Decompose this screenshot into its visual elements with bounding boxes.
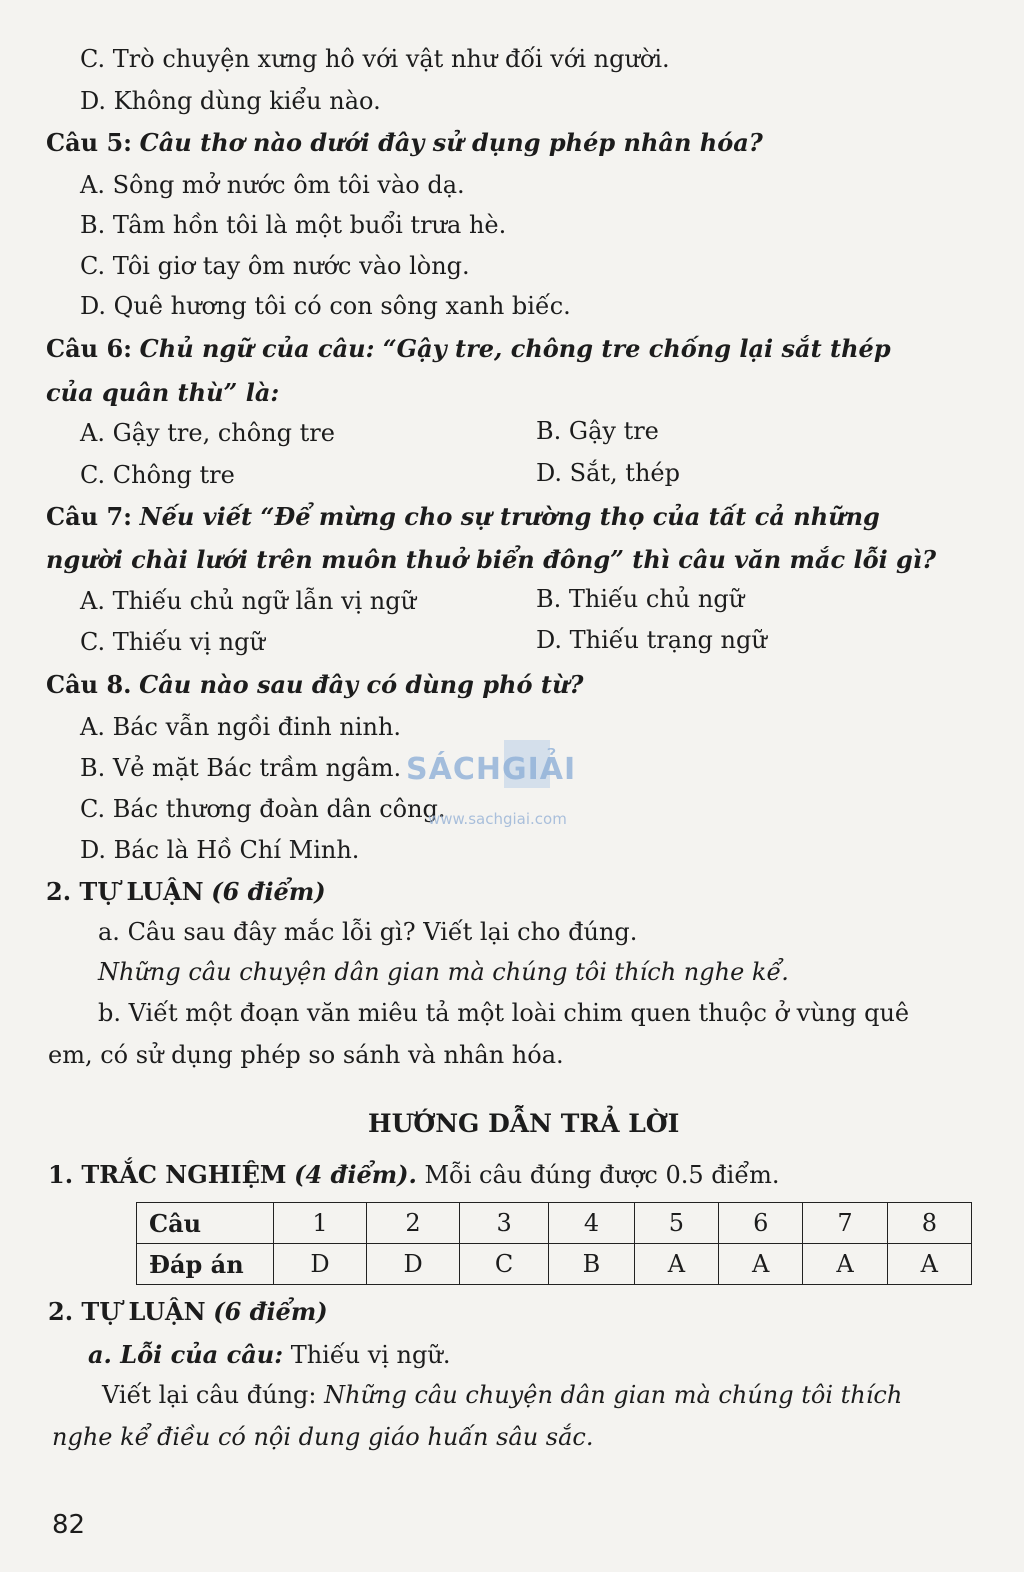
answer-table-question: 4 [549, 1203, 635, 1244]
essay-heading-points: (6 điểm) [211, 877, 326, 906]
guide-mc-points: (4 điểm). [294, 1160, 417, 1189]
guide-rewrite-line1 [102, 1380, 902, 1410]
guide-rewrite-label: Viết lại câu đúng: [102, 1381, 317, 1409]
q8-option-b: B. Vẻ mặt Bác trầm ngâm. [80, 754, 402, 782]
essay-heading [46, 877, 326, 907]
q5-option-b: B. Tâm hồn tôi là một buổi trưa hè. [80, 211, 507, 239]
answer-table-question: 5 [634, 1203, 718, 1244]
q6-option-b: B. Gậy tre [536, 417, 659, 445]
answer-table-answer: A [634, 1244, 718, 1285]
answer-table-question: 1 [274, 1203, 367, 1244]
question-8-text: Câu nào sau đây có dùng phó từ? [139, 670, 584, 699]
q8-option-a: A. Bác vẫn ngồi đinh ninh. [80, 713, 402, 741]
answer-table [136, 1202, 972, 1285]
guide-title: HƯỚNG DẪN TRẢ LỜI [368, 1109, 680, 1138]
answer-table-answer: A [719, 1244, 803, 1285]
answer-table-question: 7 [803, 1203, 887, 1244]
essay-part-a: a. Câu sau đây mắc lỗi gì? Viết lại cho đúng. [98, 918, 638, 946]
answer-table-header-question: Câu [137, 1203, 274, 1244]
guide-essay-heading-label: 2. TỰ LUẬN [48, 1297, 206, 1326]
question-7-label: Câu 7: [46, 502, 133, 531]
answer-table-question: 6 [719, 1203, 803, 1244]
guide-mc-heading [48, 1160, 779, 1190]
guide-essay-a [88, 1340, 450, 1370]
q5-option-a: A. Sông mở nước ôm tôi vào dạ. [80, 171, 465, 199]
q4-option-d: D. Không dùng kiểu nào. [80, 87, 381, 115]
question-7-text-line2: người chài lưới trên muôn thuở biển đông” thì câu văn mắc lỗi gì? [46, 545, 937, 574]
question-8 [46, 670, 583, 700]
question-7 [46, 502, 880, 532]
essay-part-a-sentence: Những câu chuyện dân gian mà chúng tôi thích nghe kể. [98, 958, 789, 986]
answer-table-answer: C [460, 1244, 549, 1285]
question-5 [46, 128, 763, 158]
q7-option-a: A. Thiếu chủ ngữ lẫn vị ngữ [80, 587, 417, 615]
q6-option-a: A. Gậy tre, chông tre [80, 419, 335, 447]
answer-table-header-answer: Đáp án [137, 1244, 274, 1285]
q7-option-c: C. Thiếu vị ngữ [80, 628, 265, 656]
essay-part-b-line2: em, có sử dụng phép so sánh và nhân hóa. [48, 1041, 564, 1069]
answer-table-question: 8 [887, 1203, 971, 1244]
q6-option-d: D. Sắt, thép [536, 459, 680, 487]
answer-table-answer: D [274, 1244, 367, 1285]
q5-option-c: C. Tôi giơ tay ôm nước vào lòng. [80, 252, 470, 280]
question-6-label: Câu 6: [46, 334, 133, 363]
watermark-url: www.sachgiai.com [428, 810, 567, 828]
watermark [400, 740, 660, 840]
essay-part-b-line1: b. Viết một đoạn văn miêu tả một loài chim quen thuộc ở vùng quê [98, 999, 910, 1027]
question-6 [46, 334, 891, 364]
question-6-text-line1: Chủ ngữ của câu: “Gậy tre, chông tre chống lại sắt thép [139, 334, 891, 363]
question-8-label: Câu 8. [46, 670, 132, 699]
page-number: 82 [52, 1510, 86, 1540]
guide-rewrite-text-line2: nghe kể điều có nội dung giáo huấn sâu sắc. [52, 1423, 594, 1451]
answer-table-answer: D [367, 1244, 460, 1285]
q7-option-b: B. Thiếu chủ ngữ [536, 585, 745, 613]
q8-option-c: C. Bác thương đoàn dân công. [80, 795, 446, 823]
q6-option-c: C. Chông tre [80, 461, 235, 489]
question-6-text-line2: của quân thù” là: [46, 378, 280, 407]
guide-mc-heading-label: 1. TRẮC NGHIỆM [48, 1160, 287, 1189]
question-7-text-line1: Nếu viết “Để mừng cho sự trường thọ của tất cả những [139, 502, 880, 531]
q7-option-d: D. Thiếu trạng ngữ [536, 626, 767, 654]
answer-table-answer: A [803, 1244, 887, 1285]
answer-table-row-answers [137, 1244, 972, 1285]
q4-option-c: C. Trò chuyện xưng hô với vật như đối với người. [80, 45, 670, 73]
answer-table-question: 2 [367, 1203, 460, 1244]
answer-table-question: 3 [460, 1203, 549, 1244]
guide-rewrite-text-line1: Những câu chuyện dân gian mà chúng tôi thích [324, 1381, 903, 1409]
watermark-logo: SÁCHGIẢI [406, 752, 577, 787]
question-5-text: Câu thơ nào dưới đây sử dụng phép nhân hóa? [139, 128, 763, 157]
question-5-label: Câu 5: [46, 128, 133, 157]
q5-option-d: D. Quê hương tôi có con sông xanh biếc. [80, 292, 571, 320]
guide-essay-a-value: Thiếu vị ngữ. [290, 1341, 451, 1369]
q8-option-d: D. Bác là Hồ Chí Minh. [80, 836, 360, 864]
guide-mc-note: Mỗi câu đúng được 0.5 điểm. [424, 1161, 780, 1189]
answer-table-answer: A [887, 1244, 971, 1285]
guide-essay-points: (6 điểm) [213, 1297, 328, 1326]
guide-essay-a-label: a. Lỗi của câu: [88, 1340, 284, 1369]
answer-table-answer: B [549, 1244, 635, 1285]
essay-heading-label: 2. TỰ LUẬN [46, 877, 204, 906]
answer-table-row-questions [137, 1203, 972, 1244]
guide-essay-heading [48, 1297, 328, 1327]
